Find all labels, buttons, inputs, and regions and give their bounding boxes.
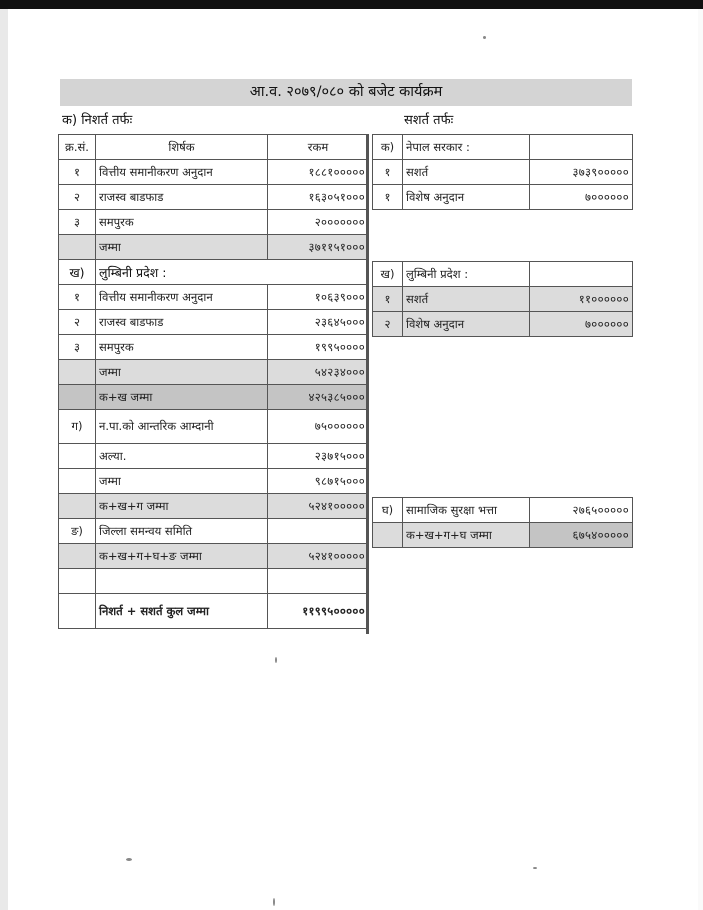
row-title: समपुरक <box>96 335 268 360</box>
row-title <box>96 569 268 594</box>
table-row <box>373 160 633 185</box>
row-title: जिल्ला समन्वय समिति <box>96 519 268 544</box>
row-title: वित्तीय समानीकरण अनुदान <box>96 160 268 185</box>
row-title: वित्तीय समानीकरण अनुदान <box>96 285 268 310</box>
lumbini-conditional-table <box>372 261 633 337</box>
scan-left-edge <box>0 9 8 910</box>
subtotal-row <box>59 360 369 385</box>
row-title: विशेष अनुदान <box>403 185 530 210</box>
row-title: राजस्व बाडफाड <box>96 310 268 335</box>
section-row-lumbini <box>59 260 369 285</box>
grand-total-row <box>59 594 369 629</box>
section-label: ग) <box>59 410 96 444</box>
table-header-row <box>59 135 369 160</box>
row-title: न.पा.को आन्तरिक आम्दानी <box>96 410 268 444</box>
row-title: सामाजिक सुरक्षा भत्ता <box>403 498 530 523</box>
table-row <box>59 335 369 360</box>
row-amount: २७६५००००० <box>530 498 633 523</box>
row-sn: २ <box>59 185 96 210</box>
row-amount: १९९५०००० <box>268 335 369 360</box>
row-title: क+ख+ग+घ जम्मा <box>403 523 530 548</box>
row-amount <box>268 569 369 594</box>
row-sn: २ <box>373 312 403 337</box>
conditional-header: सशर्त तर्फः <box>404 113 454 128</box>
row-title: जम्मा <box>96 360 268 385</box>
row-amount: २३६४५००० <box>268 310 369 335</box>
table-row <box>373 498 633 523</box>
total-row <box>373 523 633 548</box>
row-title: क+ख जम्मा <box>96 385 268 410</box>
row-sn: १ <box>373 287 403 312</box>
subtotal-row <box>59 469 369 494</box>
section-title: नेपाल सरकार : <box>403 135 530 160</box>
row-amount: २००००००० <box>268 210 369 235</box>
row-amount: ५४२३४००० <box>268 360 369 385</box>
row-amount: ९८७१५००० <box>268 469 369 494</box>
row-title: राजस्व बाडफाड <box>96 185 268 210</box>
row-amount: ११९९५००००० <box>268 594 369 629</box>
row-amount: ५२४१००००० <box>268 494 369 519</box>
row-sn: ३ <box>59 335 96 360</box>
row-amount: १८८१००००० <box>268 160 369 185</box>
table-row <box>59 210 369 235</box>
row-title: जम्मा <box>96 235 268 260</box>
scan-top-border <box>0 0 703 9</box>
section-label: ख) <box>59 260 96 285</box>
row-amount: ५२४१००००० <box>268 544 369 569</box>
scan-speck <box>126 858 132 861</box>
row-amount: ३७३९००००० <box>530 160 633 185</box>
row-title: अल्या. <box>96 444 268 469</box>
row-amount <box>268 519 369 544</box>
subtotal-row <box>59 544 369 569</box>
row-amount: ६७५४००००० <box>530 523 633 548</box>
section-label: ङ) <box>59 519 96 544</box>
row-sn <box>59 385 96 410</box>
row-sn <box>59 569 96 594</box>
row-amount: १०६३९००० <box>268 285 369 310</box>
row-amount: १६३०५१००० <box>268 185 369 210</box>
unconditional-budget-table <box>58 134 369 629</box>
scan-speck <box>533 867 537 869</box>
section-title: लुम्बिनी प्रदेश : <box>403 262 530 287</box>
table-row <box>373 312 633 337</box>
scan-speck <box>483 36 486 39</box>
table-row <box>59 444 369 469</box>
table-row <box>59 185 369 210</box>
row-title: जम्मा <box>96 469 268 494</box>
row-sn <box>59 544 96 569</box>
row-sn: ३ <box>59 210 96 235</box>
empty-cell <box>373 523 403 548</box>
subtotal-row <box>59 235 369 260</box>
subtotal-row <box>59 385 369 410</box>
row-sn <box>59 444 96 469</box>
row-title: सशर्त <box>403 287 530 312</box>
row-amount: ७०००००० <box>530 312 633 337</box>
section-label: घ) <box>373 498 403 523</box>
row-sn: २ <box>59 310 96 335</box>
table-row <box>373 185 633 210</box>
row-title: क+ख+ग जम्मा <box>96 494 268 519</box>
row-sn <box>59 494 96 519</box>
section-title: लुम्बिनी प्रदेश : <box>96 260 268 285</box>
empty-cell <box>530 135 633 160</box>
unconditional-header: क) निशर्त तर्फः <box>62 113 133 128</box>
col-header-sn: क्र.सं. <box>59 135 96 160</box>
row-sn <box>59 360 96 385</box>
section-row-lumbini <box>373 262 633 287</box>
row-sn: १ <box>59 160 96 185</box>
scan-speck <box>273 898 275 906</box>
document-title: आ.व. २०७९/०८० को बजेट कार्यक्रम <box>60 79 632 106</box>
row-title: समपुरक <box>96 210 268 235</box>
row-sn: १ <box>373 160 403 185</box>
row-sn <box>59 469 96 494</box>
empty-row <box>59 569 369 594</box>
row-sn: १ <box>373 185 403 210</box>
row-sn <box>59 235 96 260</box>
social-security-table <box>372 497 633 548</box>
row-sn <box>59 594 96 629</box>
row-amount: ७०००००० <box>530 185 633 210</box>
column-divider <box>366 134 369 634</box>
row-sn: १ <box>59 285 96 310</box>
table-row <box>59 310 369 335</box>
table-row <box>59 410 369 444</box>
subtotal-row <box>59 494 369 519</box>
row-title: क+ख+ग+घ+ङ जम्मा <box>96 544 268 569</box>
row-title: निशर्त + सशर्त कुल जम्मा <box>96 594 268 629</box>
scan-speck <box>275 657 277 663</box>
section-row-nepal <box>373 135 633 160</box>
row-amount: २३७१५००० <box>268 444 369 469</box>
section-label: क) <box>373 135 403 160</box>
table-row <box>59 285 369 310</box>
empty-cell <box>530 262 633 287</box>
row-amount: ११०००००० <box>530 287 633 312</box>
row-amount: ३७११५१००० <box>268 235 369 260</box>
table-row <box>59 519 369 544</box>
row-amount: ७५०००००० <box>268 410 369 444</box>
row-amount: ४२५३८५००० <box>268 385 369 410</box>
row-title: विशेष अनुदान <box>403 312 530 337</box>
row-amount <box>268 260 369 285</box>
nepal-government-table <box>372 134 633 210</box>
table-row <box>59 160 369 185</box>
row-title: सशर्त <box>403 160 530 185</box>
col-header-title: शिर्षक <box>96 135 268 160</box>
col-header-amount: रकम <box>268 135 369 160</box>
section-label: ख) <box>373 262 403 287</box>
table-row <box>373 287 633 312</box>
